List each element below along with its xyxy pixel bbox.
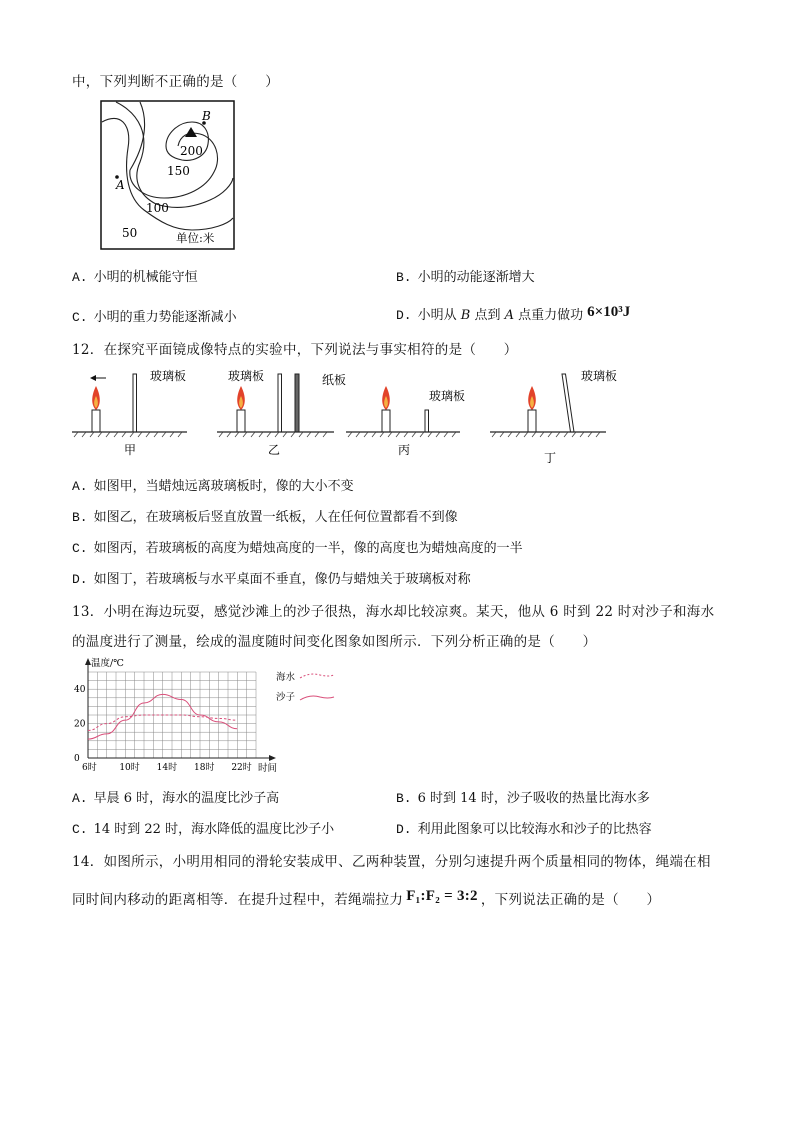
map-label-100: 100 bbox=[146, 201, 169, 215]
q13-option-a[interactable]: A. 早晨 6 时，海水的温度比沙子高 bbox=[72, 791, 280, 806]
label-paper-yi: 纸板 bbox=[322, 373, 347, 387]
y-tick-label: 20 bbox=[74, 719, 86, 730]
q11-stem-tail: 中，下列判断不正确的是（ ） bbox=[72, 74, 279, 90]
x-tick-label: 18时 bbox=[194, 763, 215, 773]
contour-map-figure bbox=[100, 100, 235, 250]
q11-option-d[interactable]: D. 小明从 B 点到 A 点重力做功 6×10³J bbox=[396, 304, 631, 323]
map-label-50: 50 bbox=[122, 226, 138, 240]
fig-ding bbox=[490, 368, 617, 465]
candle-icon bbox=[528, 410, 536, 432]
legend-sea-swatch bbox=[300, 674, 334, 678]
legend-sand-swatch bbox=[300, 696, 334, 700]
caption-jia: 甲 bbox=[124, 443, 137, 457]
y-axis-label: 温度/℃ bbox=[91, 658, 124, 669]
label-glass-yi: 玻璃板 bbox=[228, 369, 265, 383]
q12-option-a[interactable]: A. 如图甲，当蜡烛远离玻璃板时，像的大小不变 bbox=[72, 479, 354, 494]
candle-icon bbox=[92, 410, 100, 432]
map-label-b: B bbox=[202, 109, 211, 123]
q13-option-c[interactable]: C. 14 时到 22 时，海水降低的温度比沙子小 bbox=[72, 822, 335, 837]
map-label-a: A bbox=[116, 178, 125, 192]
label-glass-jia: 玻璃板 bbox=[150, 369, 187, 383]
x-tick-label: 6时 bbox=[82, 763, 97, 773]
q13-stem-line1: 13．小明在海边玩耍，感觉沙滩上的沙子很热，海水却比较凉爽。某天，他从 6 时到 22 时对沙子和海水 bbox=[72, 604, 715, 620]
q13-option-b[interactable]: B. 6 时到 14 时，沙子吸收的热量比海水多 bbox=[396, 791, 650, 806]
map-unit-label: 单位:米 bbox=[176, 231, 215, 245]
y-tick-label: 40 bbox=[74, 685, 86, 696]
q12-option-d[interactable]: D. 如图丁，若玻璃板与水平桌面不垂直，像仍与蜡烛关于玻璃板对称 bbox=[72, 572, 471, 587]
glass-plate-icon bbox=[562, 374, 574, 432]
map-label-150: 150 bbox=[167, 164, 190, 178]
q14-stem-line1: 14．如图所示，小明用相同的滑轮安装成甲、乙两种装置，分别匀速提升两个质量相同的物体，绳端在相 bbox=[72, 854, 711, 870]
candle-icon bbox=[382, 410, 390, 432]
temperature-chart bbox=[72, 656, 372, 778]
fig-yi bbox=[217, 368, 346, 457]
y-tick-label: 0 bbox=[74, 754, 80, 764]
map-label-200: 200 bbox=[180, 144, 203, 158]
legend-sand: 沙子 bbox=[276, 692, 296, 703]
chart-legend bbox=[276, 671, 334, 703]
label-glass-bing: 玻璃板 bbox=[429, 389, 466, 403]
q11-option-c[interactable]: C. 小明的重力势能逐渐减小 bbox=[72, 310, 237, 325]
q11-option-a[interactable]: A. 小明的机械能守恒 bbox=[72, 270, 198, 285]
mirror-experiment-figures bbox=[72, 364, 618, 468]
q13-option-d[interactable]: D. 利用此图象可以比较海水和沙子的比热容 bbox=[396, 822, 652, 837]
q12-option-c[interactable]: C. 如图丙，若玻璃板的高度为蜡烛高度的一半，像的高度也为蜡烛高度的一半 bbox=[72, 541, 523, 556]
q13-stem-line2: 的温度进行了测量，绘成的温度随时间变化图象如图所示．下列分析正确的是（ ） bbox=[72, 634, 597, 650]
q14-stem-line2: 同时间内移动的距离相等．在提升过程中，若绳端拉力 F₁:F₂ = 3:2 ，下列说法正确的是（ ） bbox=[72, 888, 661, 908]
paper-board-icon bbox=[295, 374, 299, 432]
candle-icon bbox=[237, 410, 245, 432]
x-axis-label: 时间 bbox=[258, 763, 278, 774]
fig-jia bbox=[72, 368, 187, 457]
legend-sea: 海水 bbox=[276, 672, 296, 683]
x-tick-label: 14时 bbox=[156, 763, 178, 773]
caption-yi: 乙 bbox=[268, 443, 281, 457]
glass-plate-icon bbox=[133, 374, 137, 432]
x-tick-label: 10时 bbox=[119, 763, 140, 773]
glass-plate-icon bbox=[425, 410, 429, 432]
q12-option-b[interactable]: B. 如图乙，在玻璃板后竖直放置一纸板，人在任何位置都看不到像 bbox=[72, 510, 458, 525]
caption-bing: 丙 bbox=[398, 443, 411, 457]
glass-plate-icon bbox=[278, 374, 282, 432]
label-glass-ding: 玻璃板 bbox=[581, 369, 618, 383]
q11-option-b[interactable]: B. 小明的动能逐渐增大 bbox=[396, 270, 535, 285]
caption-ding: 丁 bbox=[544, 451, 557, 465]
x-tick-label: 22时 bbox=[231, 763, 252, 773]
fig-bing bbox=[346, 386, 465, 457]
q12-stem: 12．在探究平面镜成像特点的实验中，下列说法与事实相符的是（ ） bbox=[72, 342, 518, 358]
